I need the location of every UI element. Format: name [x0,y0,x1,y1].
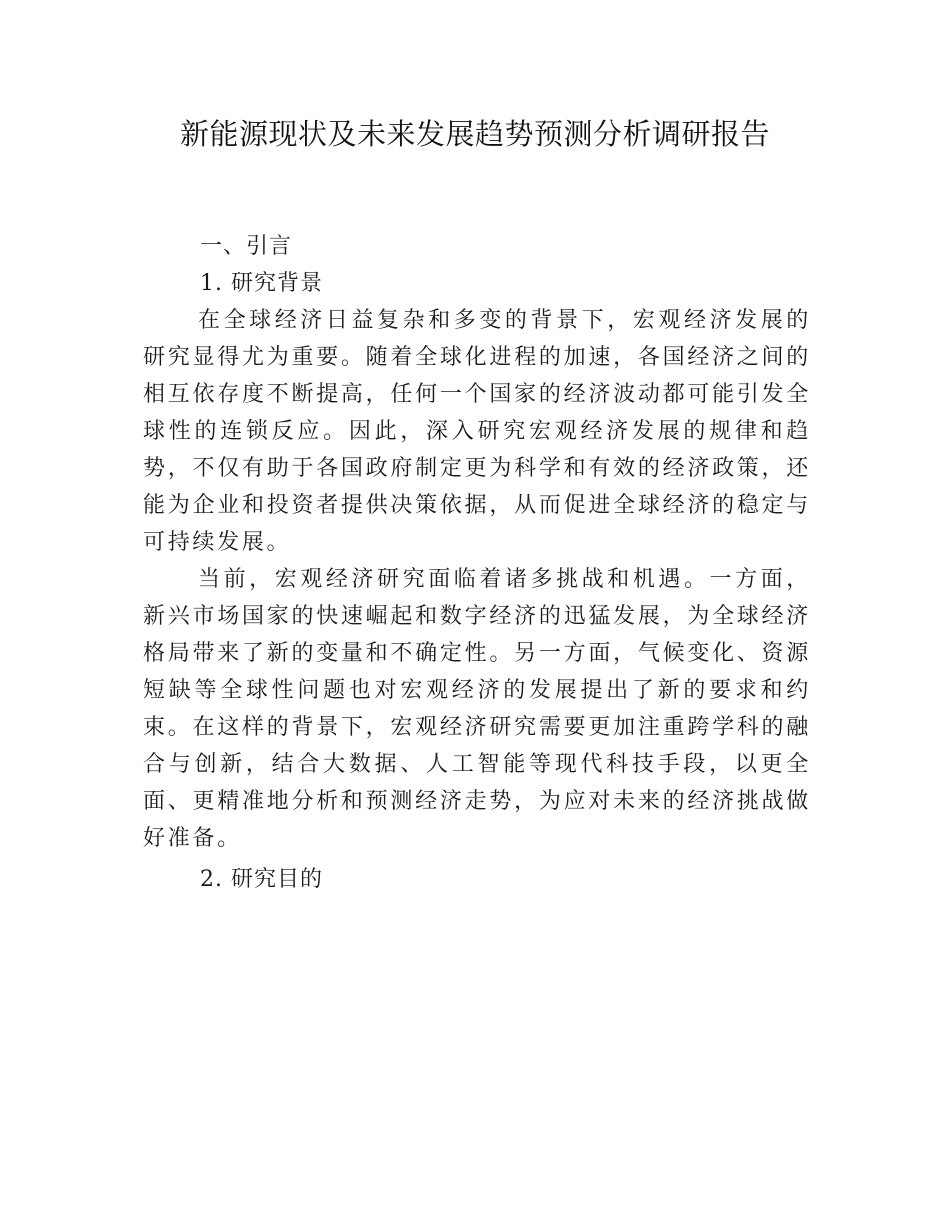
subsection-heading-background: 1. 研究背景 [200,271,323,296]
document-title: 新能源现状及未来发展趋势预测分析调研报告 [179,117,770,151]
subsection-heading-purpose: 2. 研究目的 [200,867,323,892]
paragraph-background-1: 在全球经济日益复杂和多变的背景下，宏观经济发展的研究显得尤为重要。随着全球化进程的加速，各国经济之间的相互依存度不断提高，任何一个国家的经济波动都可能引发全球性的连锁反应。因此，深入研究宏观经济发展的规律和趋势，不仅有助于各国政府制定更为科学和有效的经济政策，还能为企业和投资者提供决策依据，从而促进全球经济的稳定与可持续发展。 [143,308,811,555]
section-heading: 一、引言 [200,234,293,259]
document-body [143,228,811,898]
paragraph-background-2: 当前，宏观经济研究面临着诸多挑战和机遇。一方面，新兴市场国家的快速崛起和数字经济的迅猛发展，为全球经济格局带来了新的变量和不确定性。另一方面，气候变化、资源短缺等全球性问题也对宏观经济的发展提出了新的要求和约束。在这样的背景下，宏观经济研究需要更加注重跨学科的融合与创新，结合大数据、人工智能等现代科技手段，以更全面、更精准地分析和预测经济走势，为应对未来的经济挑战做好准备。 [143,567,811,851]
